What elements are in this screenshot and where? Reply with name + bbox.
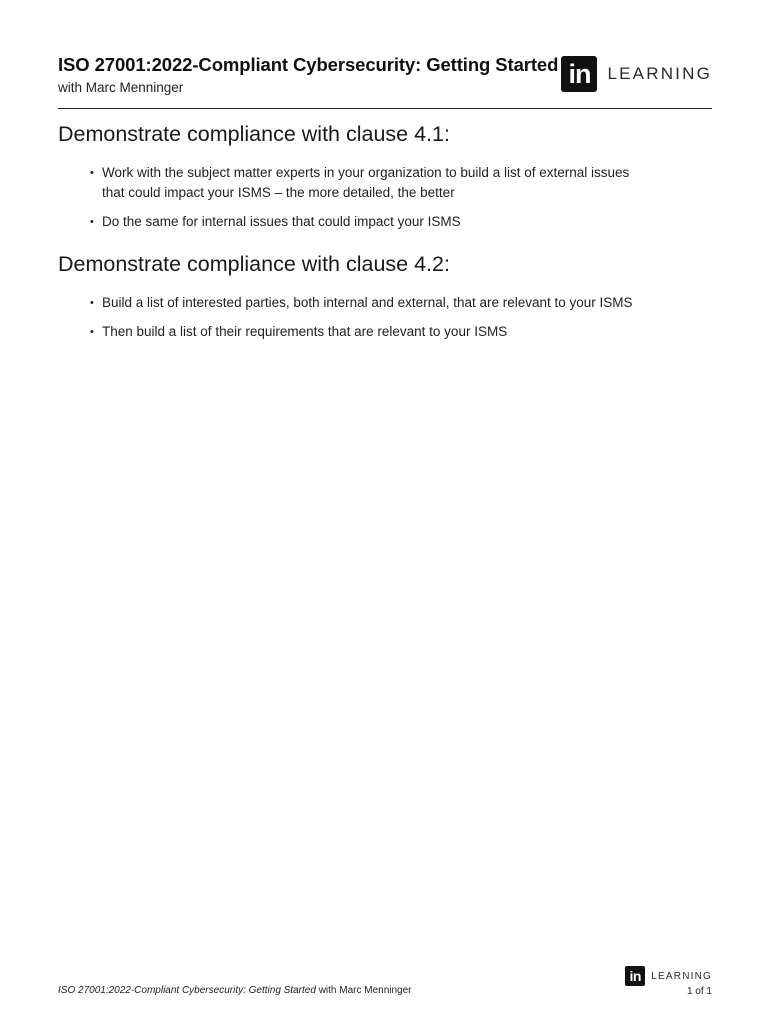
bullet-list bbox=[58, 293, 712, 342]
bullet-item: • Work with the subject matter experts in your organization to build a list of external issues that could impact your ISMS – the more detailed, the better bbox=[90, 163, 642, 203]
section-clause-4-1 bbox=[58, 122, 712, 232]
page-number: 1 of 1 bbox=[686, 986, 712, 997]
brand-wordmark: LEARNING bbox=[607, 64, 712, 83]
footer-course-title: ISO 27001:2022-Compliant Cybersecurity: Getting Started bbox=[58, 985, 316, 996]
footer-brand-wordmark: LEARNING bbox=[651, 970, 712, 982]
footer-author: with Marc Menninger bbox=[315, 985, 412, 996]
linkedin-icon: in bbox=[561, 56, 597, 92]
bullet-item: • Do the same for internal issues that could impact your ISMS bbox=[90, 212, 642, 232]
footer-linkedin-learning-logo bbox=[625, 966, 712, 986]
course-author: with Marc Menninger bbox=[58, 80, 184, 95]
section-heading: Demonstrate compliance with clause 4.2: bbox=[58, 252, 450, 276]
bullet-item: • Build a list of interested parties, both internal and external, that are relevant to your ISMS bbox=[90, 293, 642, 313]
section-clause-4-2 bbox=[58, 252, 712, 342]
bullet-item: • Then build a list of their requirements that are relevant to your ISMS bbox=[90, 322, 642, 342]
footer-course-line bbox=[58, 985, 412, 996]
linkedin-learning-logo bbox=[561, 56, 712, 92]
section-heading: Demonstrate compliance with clause 4.1: bbox=[58, 122, 450, 146]
page-header bbox=[58, 54, 712, 109]
course-title: ISO 27001:2022-Compliant Cybersecurity: Getting Started bbox=[58, 54, 559, 75]
linkedin-icon: in bbox=[625, 966, 645, 986]
bullet-list bbox=[58, 163, 712, 232]
document-body bbox=[58, 122, 712, 351]
